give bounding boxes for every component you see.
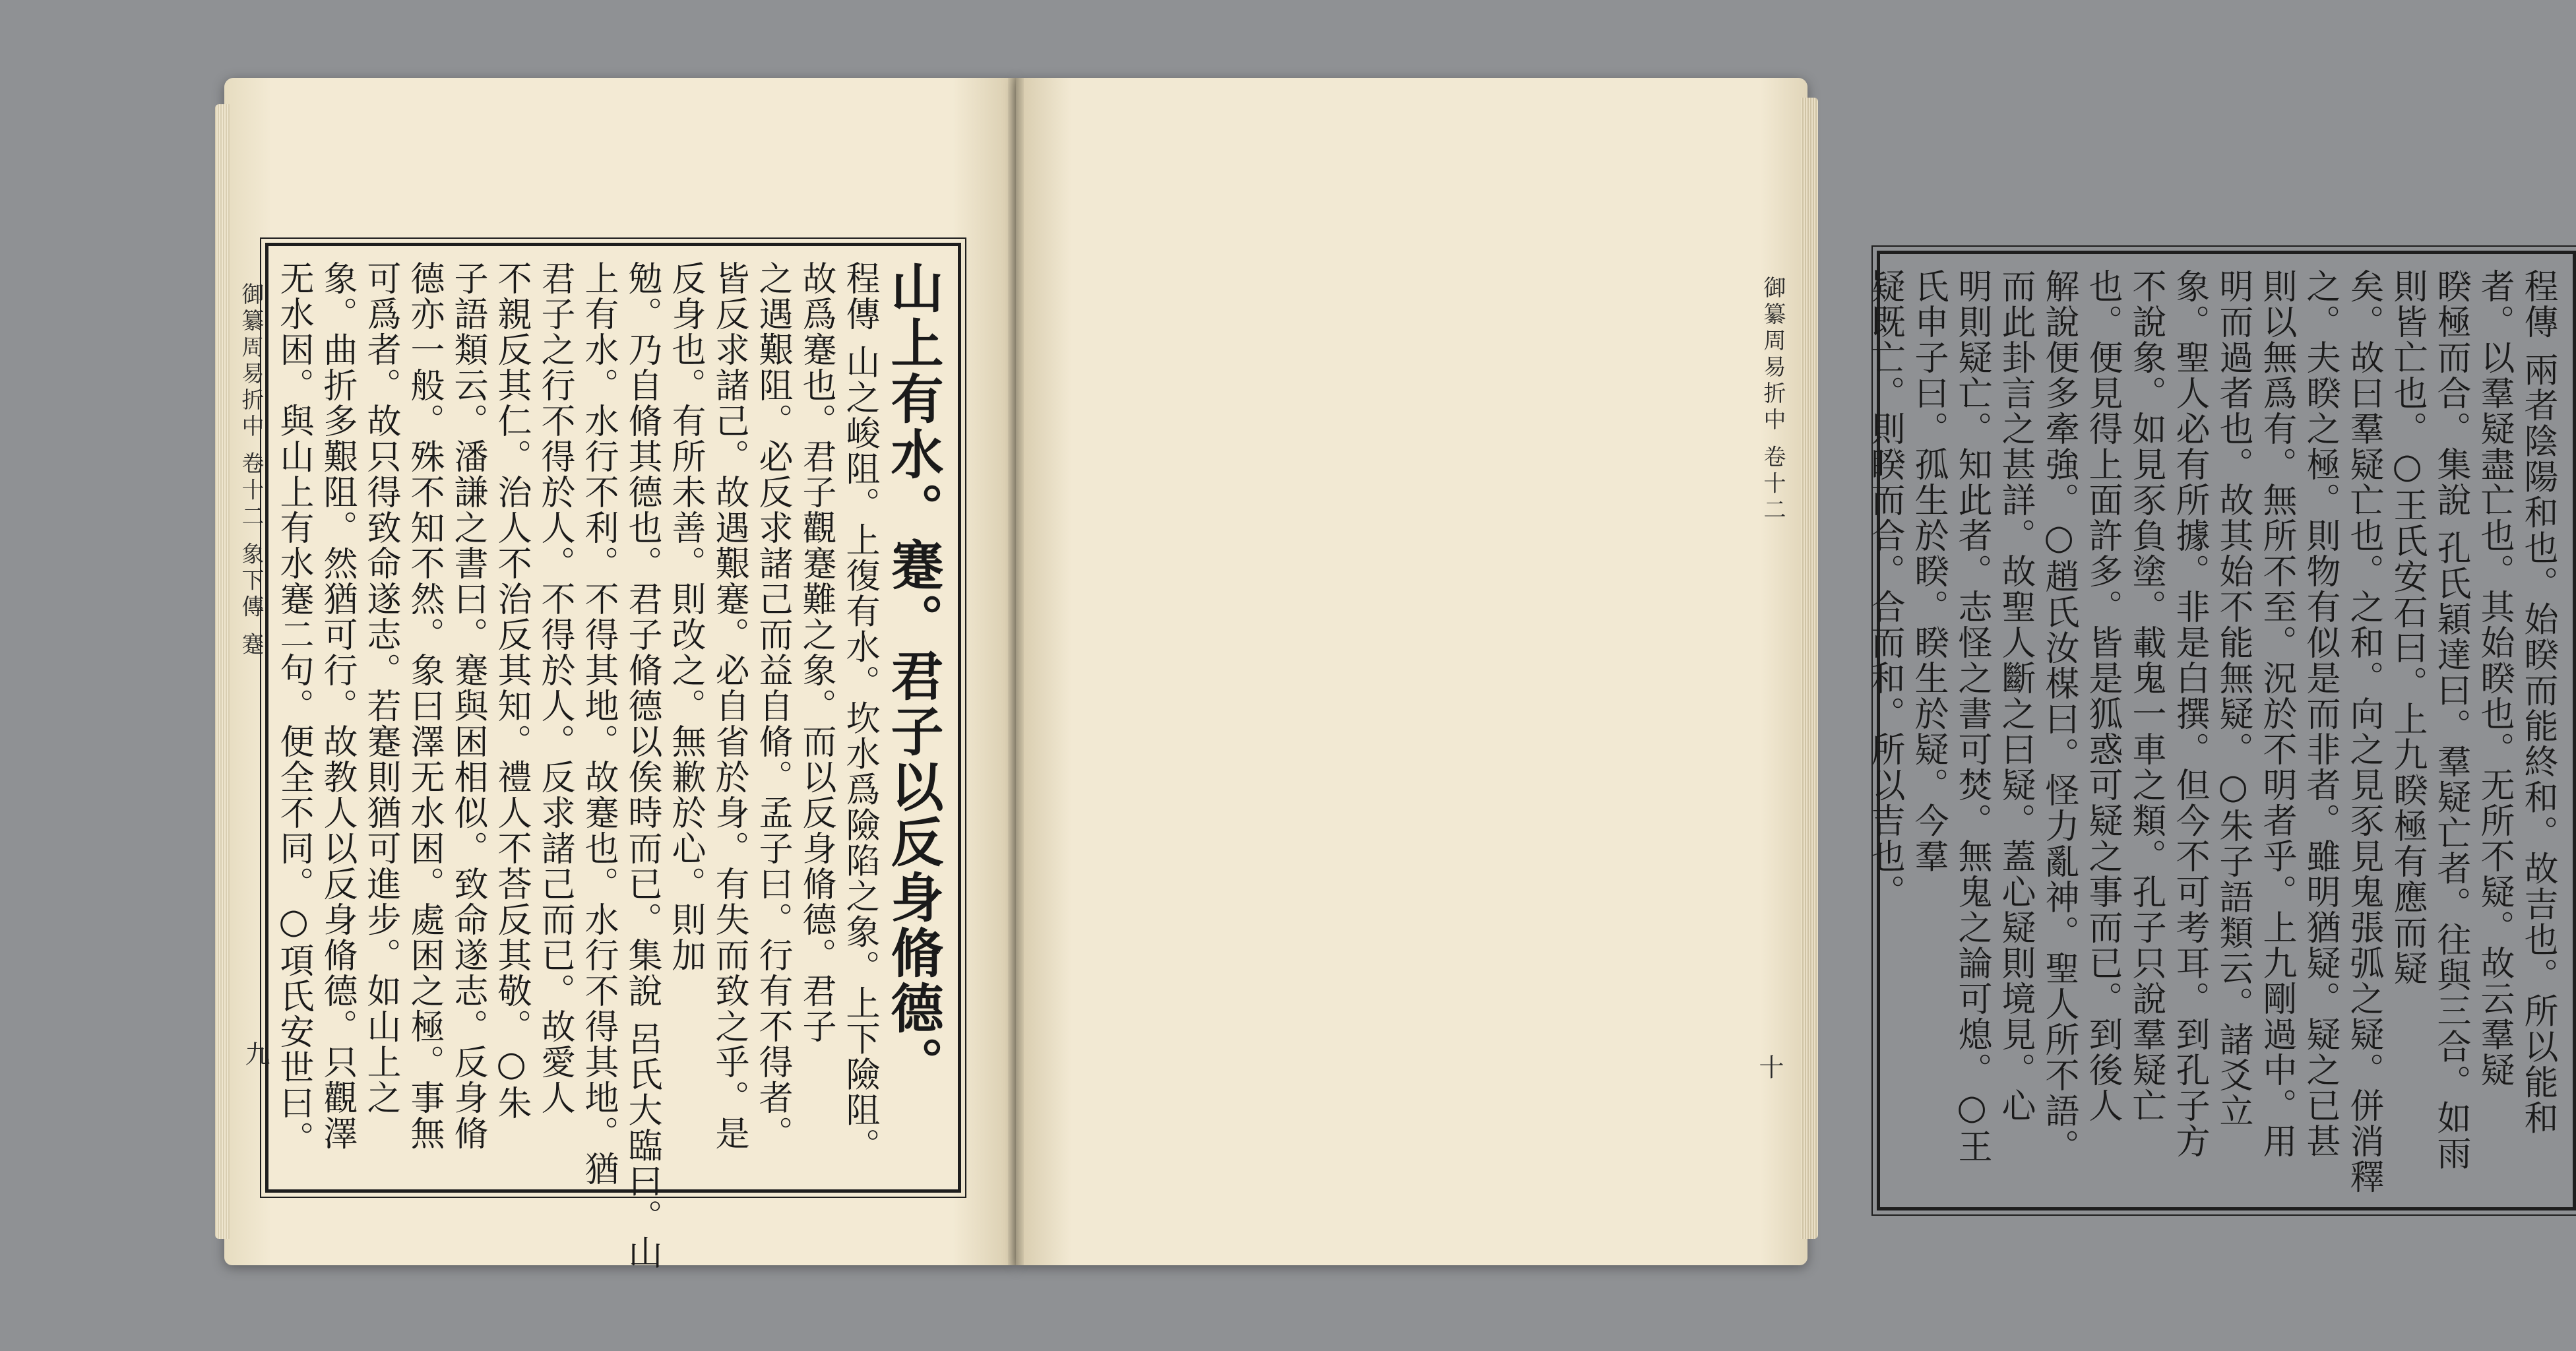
text-column: 上有水。水行不利。不得其地。故蹇也。水行不得其地。猶	[579, 261, 618, 1187]
text-column: 者。以羣疑盡亡也。其始睽也。无所不疑。故云羣疑	[2474, 268, 2514, 1088]
text-column: 疑既亡。則睽而合。合而和。所以吉也。	[1865, 268, 1904, 910]
text-column: 无水困。與山上有水蹇二句。便全不同。○項氏安世曰。	[274, 261, 313, 1156]
text-column: 明而過者也。故其始不能無疑。○朱子語類云。諸爻立	[2213, 268, 2253, 1129]
book-gutter	[1008, 78, 1024, 1265]
right-text-frame	[1865, 251, 2576, 1210]
text-column: 睽極而合。集說 孔氏穎達曰。羣疑亡者。往與三合。如雨	[2431, 268, 2470, 1172]
text-column: 氏申子曰。孤生於睽。睽生於疑。今羣	[1908, 268, 1948, 874]
text-column: 不說象。如見豕負塗。載鬼一車之類。孔子只說羣疑亡	[2126, 268, 2166, 1123]
text-column: 則皆亡也。○王氏安石曰。上九睽極有應而疑	[2387, 268, 2427, 986]
left-page-number: 九	[241, 1041, 270, 1066]
text-column: 子語類云。潘謙之書曰。蹇與困相似。致命遂志。反身脩	[448, 261, 487, 1151]
text-column: 可爲者。故只得致命遂志。若蹇則猶可進步。如山上之	[361, 261, 400, 1115]
left-margin-title: 御纂周易折中 卷十二 象下傳 蹇	[237, 282, 264, 659]
left-text-frame	[265, 243, 961, 1271]
text-column: 明則疑亡。知此者。志怪之書可焚。無鬼之論可熄。○王	[1952, 268, 1992, 1164]
text-column: 皆反求諸己。故遇艱蹇。必自省於身。有失而致之乎。是	[709, 261, 749, 1151]
text-column: 解說便多牽強。○趙氏汝楳曰。怪力亂神。聖人所不語。	[2039, 268, 2079, 1164]
right-page-edge	[1801, 98, 1818, 1239]
text-column: 程傳 兩者陰陽和也。始睽而能終和。故吉也。所以能和	[2518, 268, 2558, 1136]
left-page	[224, 78, 1016, 1271]
text-column: 勉。乃自脩其德也。君子脩德以俟時而已。集說 呂氏大臨曰。山	[622, 261, 662, 1271]
text-column: 故爲蹇也。君子觀蹇難之象。而以反身脩德。君子	[796, 261, 836, 1044]
text-column: 之。夫睽之極。則物有似是而非者。雖明猶疑。疑之已甚	[2300, 268, 2340, 1159]
text-column: 而此卦言之甚詳。故聖人斷之曰疑。蓋心疑則境見。心	[1995, 268, 2035, 1123]
headline: 山上有水。蹇。君子以反身脩德。	[882, 261, 944, 1092]
text-column: 君子之行不得於人。不得於人。反求諸己而已。故愛人	[535, 261, 575, 1115]
right-page	[1016, 78, 2558, 1265]
text-column: 則以無爲有。無所不至。況於不明者乎。上九剛過中。用	[2257, 268, 2296, 1159]
text-column: 不親反其仁。治人不治反其知。禮人不荅反其敬。○朱	[491, 261, 531, 1121]
right-page-number: 十	[1755, 1054, 1784, 1079]
text-column: 程傳 山之峻阻。上復有水。坎水爲險陷之象。上下險阻。	[840, 261, 879, 1164]
text-column: 矣。故曰羣疑亡也。之和。向之見豕見鬼張弧之疑。併消釋	[2344, 268, 2383, 1195]
text-column: 反身也。有所未善。則改之。無歉於心。則加	[666, 261, 705, 973]
text-column: 之遇艱阻。必反求諸己而益自脩。孟子曰。行有不得者。	[753, 261, 792, 1151]
text-column: 德亦一般。殊不知不然。象曰澤无水困。處困之極。事無	[404, 261, 444, 1151]
text-column: 象。曲折多艱阻。然猶可行。故教人以反身脩德。只觀澤	[317, 261, 357, 1151]
left-text-area	[274, 261, 945, 1271]
right-margin-title: 御纂周易折中 卷十二	[1759, 276, 1786, 524]
left-page-edge	[215, 104, 230, 1239]
text-column: 象。聖人必有所據。非是白撰。但今不可考耳。到孔子方	[2170, 268, 2209, 1159]
text-column: 也。便見得上面許多。皆是狐惑可疑之事而已。到後人	[2083, 268, 2122, 1123]
right-text-area	[1865, 268, 2560, 1195]
open-book	[224, 78, 2558, 1271]
